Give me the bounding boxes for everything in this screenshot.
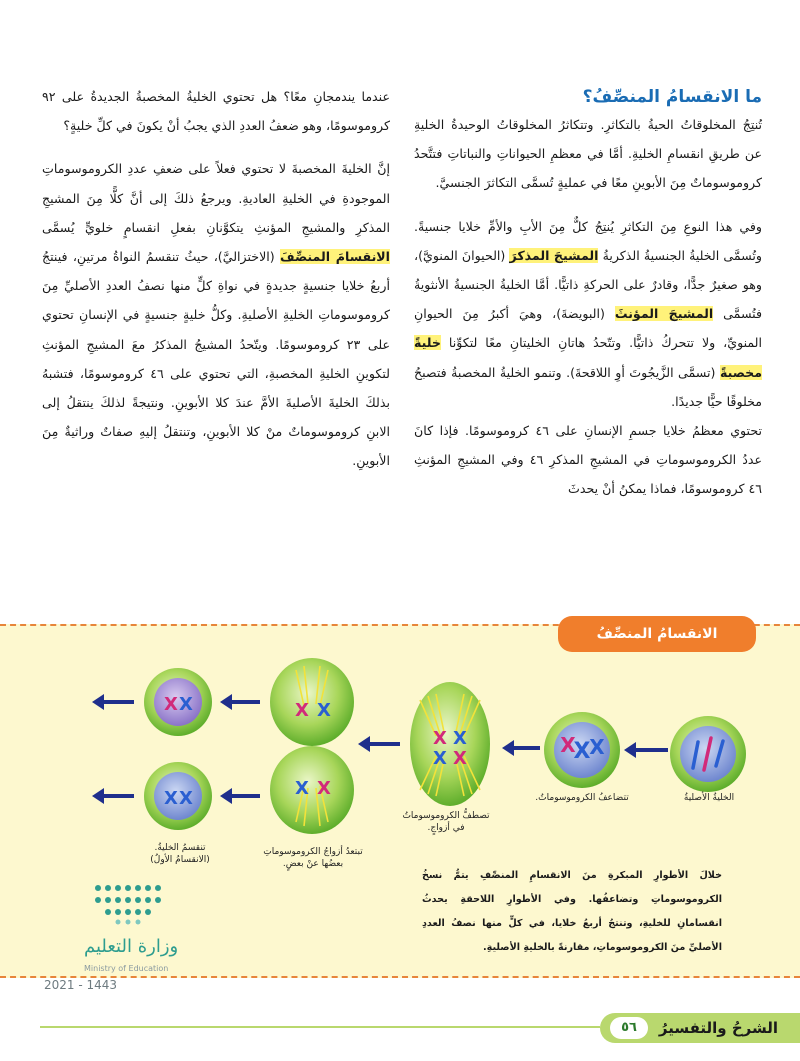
label-line: في أزواجٍ. [427, 823, 465, 833]
left-column [42, 82, 390, 476]
logo-name-en: Ministry of Education [84, 964, 169, 973]
footer-divider [40, 1026, 600, 1028]
label-separate [252, 846, 374, 870]
text-span: وفي هذا النوعِ مِنَ التكاثرِ يُنتِجُ كلٌّ مِنَ الأبِ والأمِّ خلايا جنسيةً. وتُسمَّى الخليةُ الجنسيةُ الذكريةُ [414, 218, 763, 263]
separating-cell [270, 658, 354, 834]
paragraph: عندما يندمجانِ معًا؟ هل تحتوي الخليةُ المخصبةُ الجديدةُ على ٩٢ كروموسومًا، وهو ضعفُ العددِ الذي يجبُ أنْ يكونَ في كلِّ خليةٍ؟ [42, 89, 390, 134]
svg-text:X: X [560, 733, 576, 757]
paragraph [42, 154, 390, 475]
daughter-cell-top [144, 668, 212, 736]
svg-text:X: X [295, 700, 309, 721]
label-line: تصطفُّ الكروموسوماتُ [402, 811, 490, 821]
label-line: (الانقسامُ الأولُ) [150, 855, 210, 865]
daughter-cell-bottom [144, 762, 212, 830]
text-span: (البويضةَ)، وهيَ أكبرُ مِنَ الحيوانِ المنويِّ، ولا تتحركُ ذاتيًّا. وتتّحدُ هاتانِ الخليتانِ معًا لتكوِّنا [414, 306, 762, 351]
section-title: ما الانقسامُ المنصِّفُ؟ [582, 87, 762, 107]
term-meiosis: الانقسامَ المنصِّفَ [280, 249, 390, 265]
svg-text:X: X [295, 778, 309, 799]
figure-title-tab: الانقسامُ المنصِّفُ [558, 616, 756, 652]
arrow-icon [220, 788, 260, 804]
label-divide [128, 842, 232, 866]
svg-text:X: X [179, 788, 193, 809]
svg-text:X: X [164, 694, 178, 715]
term-male-gamete: المشيجَ المذكرَ [509, 247, 599, 263]
svg-text:X: X [317, 778, 331, 799]
arrow-icon [92, 694, 134, 710]
right-column [414, 84, 762, 504]
figure-caption: خلالَ الأطوارِ المبكرةِ منَ الانقسامِ المنصِّفِ يتمُّ نسخُ الكروموسوماتِ وتضاعفُها. وفي الأطوارِ اللاحقةِ يحدثُ انقسامانِ للخليةِ، وتنتجُ أربعُ خلايا، في كلٍّ منها نصفُ العددِ الأصليِّ منَ الكروموسوماتِ، مقارنةً بالخليةِ الأصليةِ. [422, 870, 722, 953]
svg-text:X: X [317, 700, 331, 721]
text-span: (الحيوانَ المنويَّ)، وهو صغيرٌ جدًّا، وقادرٌ على الحركةِ ذاتيًّا. أمَّا الخليةُ الجنسيةُ الأنثويةُ فتُسمَّى [414, 247, 763, 322]
arrow-icon [502, 740, 540, 756]
paragraph: تُنتِجُ المخلوقاتُ الحيةُ بالتكاثرِ. وتتكاثرُ المخلوقاتُ الوحيدةُ الخليةِ عن طريقِ انقسامِ الخليةِ. أمَّا في معظمِ الحيواناتِ والنباتاتِ فتتَّحدُ كروموسوماتٌ مِنَ الأبوينِ معًا في عمليةٍ تُسمَّى التكاثرَ الجنسيَّ. [414, 117, 762, 191]
svg-text:X: X [164, 788, 178, 809]
svg-text:X: X [433, 748, 447, 769]
label-original-cell: الخليةُ الأصليةُ [683, 793, 735, 803]
text-span: إنَّ الخليةَ المخصبةَ لا تحتوي فعلاً على ضعفِ عددِ الكروموسوماتِ الموجودةِ في الخليةِ العاديةِ. ويرجعُ ذلكَ إلى أنَّ كلًّا مِنَ المشيجِ المذكرِ والمشيجِ المؤنثِ يتكوَّنانِ بفعلِ انقسامٍ خلويٍّ يُسمَّى [42, 161, 390, 235]
svg-text:X: X [453, 748, 467, 769]
footer-title: الشرحُ والتفسيرُ [658, 1019, 778, 1037]
label-line: تبتعدُ أزواجُ الكروموسوماتِ [263, 847, 363, 857]
arrow-icon [92, 788, 134, 804]
logo-name-ar: وزارة التعليم [84, 936, 179, 957]
term-female-gamete: المشيجَ المؤنثَ [614, 306, 714, 322]
arrow-icon [358, 736, 400, 752]
label-duplicate: تتضاعفُ الكروموسوماتُ. [535, 793, 629, 803]
term-fertilized-cell: خليةً مخصبةً [414, 335, 762, 380]
original-cell [670, 716, 746, 792]
svg-text:X: X [433, 728, 447, 749]
logo-dots-icon [90, 880, 170, 926]
arrow-icon [624, 742, 668, 758]
edition-year: 2021 - 1443 [44, 978, 118, 992]
arrow-icon [220, 694, 260, 710]
label-line: بعضُها عنْ بعضٍ. [282, 859, 344, 869]
label-line: تنقسمُ الخليةُ. [154, 843, 206, 853]
label-pairs [396, 810, 496, 834]
duplicated-cell [544, 712, 620, 788]
paragraph [414, 212, 762, 416]
meiosis-diagram [0, 640, 800, 880]
svg-text:X: X [589, 735, 605, 759]
ministry-logo [40, 880, 190, 990]
text-span: (تسمَّى الزَّيجُوتَ أوِ اللاقحةَ). وتنمو الخليةُ المخصبةُ فتصبحُ مخلوقًا حيًّا جديدًا. [414, 364, 762, 409]
pairing-cell [410, 682, 490, 806]
paragraph: تحتوي معظمُ خلايا جسمِ الإنسانِ على ٤٦ كروموسومًا. فإذا كانَ عددُ الكروموسوماتِ في المشيجِ المذكرِ ٤٦ وفي المشيجِ المؤنثِ ٤٦ كروموسومًا، فماذا يمكنُ أنْ يحدثَ [414, 423, 762, 497]
footer-bar [600, 1013, 800, 1043]
svg-text:X: X [573, 739, 591, 764]
svg-text:X: X [179, 694, 193, 715]
svg-text:X: X [453, 728, 467, 749]
page-number: ٥٦ [610, 1017, 648, 1039]
text-span: (الاختزاليَّ)، حيثُ تنقسمُ النواةُ مرتينِ، فينتجُ أربعُ خلايا جنسيةٍ جديدةٍ في نواةِ كلٍّ منها نصفُ العددِ الأصليِّ مِنَ كروموسوماتِ الخليةِ الأصليةِ. وكلُّ خليةٍ جنسيةٍ في الإنسانِ تحتوي على ٢٣ كروموسومًا. ويتّحدُ المشيجُ المذكرُ معَ المشيجِ المؤنثِ لتكوينِ الخليةِ المخصبةِ، التي تحتوي على ٤٦ كروموسومًا، فتشبهُ بذلكَ الخليةَ الأصليةَ الأمَّ عندَ كلا الأبوينِ. ونتيجةً لذلكَ ينتقلُ إلى الابنِ كروموسوماتٌ منْ كلا الأبوينِ، وتنتقلُ إليهِ صفاتٌ وراثيةٌ مِنَ الأبوينِ. [42, 249, 391, 469]
